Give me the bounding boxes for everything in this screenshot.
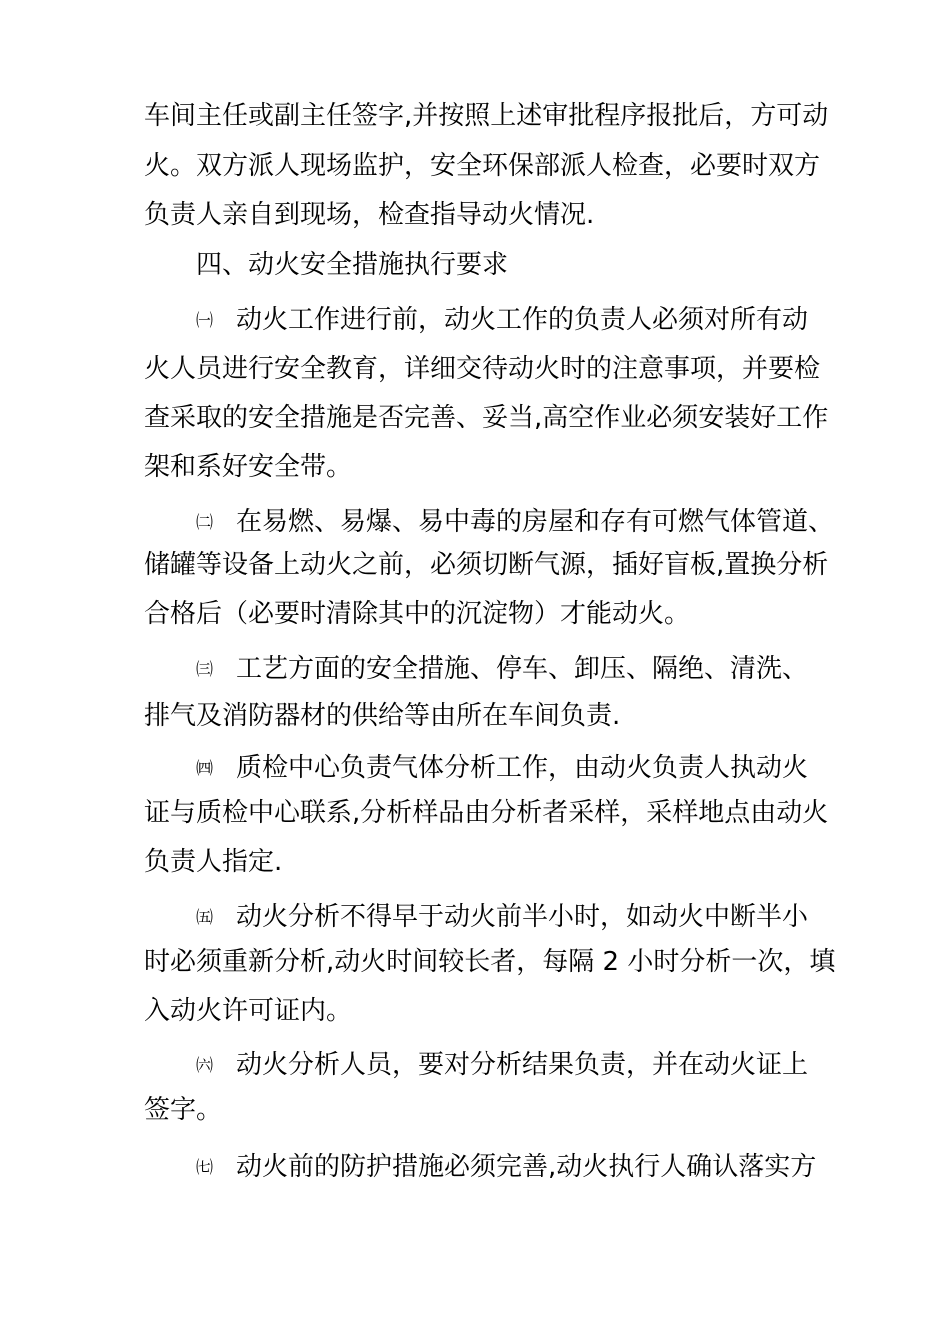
text-line: 查采取的安全措施是否完善、妥当,高空作业必须安装好工作 [144, 403, 829, 433]
item-text: 工艺方面的安全措施、停车、卸压、隔绝、清洗、 [236, 654, 809, 684]
item-marker: ㈣ [196, 759, 213, 779]
text-line: 负责人指定. [144, 847, 283, 877]
text-line: 火人员进行安全教育，详细交待动火时的注意事项，并要检 [144, 354, 821, 384]
item-text: 动火分析不得早于动火前半小时，如动火中断半小 [236, 902, 809, 932]
text-line: 车间主任或副主任签字,并按照上述审批程序报批后，方可动 [144, 101, 829, 131]
text-line: 合格后（必要时清除其中的沉淀物）才能动火。 [144, 599, 691, 629]
list-item-first-line [196, 506, 834, 539]
text-line: 排气及消防器材的供给等由所在车间负责. [144, 701, 621, 731]
text-line: 火。双方派人现场监护，安全环保部派人检查，必要时双方 [144, 151, 821, 181]
text-line: 证与质检中心联系,分析样品由分析者采样，采样地点由动火 [144, 798, 829, 828]
item-marker: ㈤ [196, 908, 213, 928]
list-item-first-line [196, 1049, 808, 1082]
text-line: 时必须重新分析,动火时间较长者，每隔 2 小时分析一次，填 [144, 947, 836, 977]
text-line: 入动火许可证内。 [144, 996, 353, 1026]
item-text: 动火前的防护措施必须完善,动火执行人确认落实方 [236, 1152, 817, 1182]
text-line: 储罐等设备上动火之前，必须切断气源，插好盲板,置换分析 [144, 550, 829, 580]
list-item-first-line [196, 304, 808, 337]
list-item-first-line [196, 901, 808, 934]
item-text: 在易燃、易爆、易中毒的房屋和存有可燃气体管道、 [236, 507, 835, 537]
item-marker: ㈢ [196, 660, 213, 680]
item-text: 质检中心负责气体分析工作，由动火负责人执动火 [236, 753, 809, 783]
item-marker: ㈦ [196, 1158, 213, 1178]
text-line: 架和系好安全带。 [144, 452, 353, 482]
list-item-first-line [196, 653, 808, 686]
section-heading: 四、动火安全措施执行要求 [196, 250, 509, 280]
text-line: 负责人亲自到现场，检查指导动火情况. [144, 200, 595, 230]
item-text: 动火工作进行前，动火工作的负责人必须对所有动 [236, 305, 809, 335]
item-marker: ㈥ [196, 1056, 213, 1076]
list-item-first-line [196, 1151, 816, 1184]
list-item-first-line [196, 752, 808, 785]
text-line: 签字。 [144, 1095, 223, 1125]
item-marker: ㈠ [196, 311, 213, 331]
item-text: 动火分析人员，要对分析结果负责，并在动火证上 [236, 1050, 809, 1080]
item-marker: ㈡ [196, 513, 213, 533]
